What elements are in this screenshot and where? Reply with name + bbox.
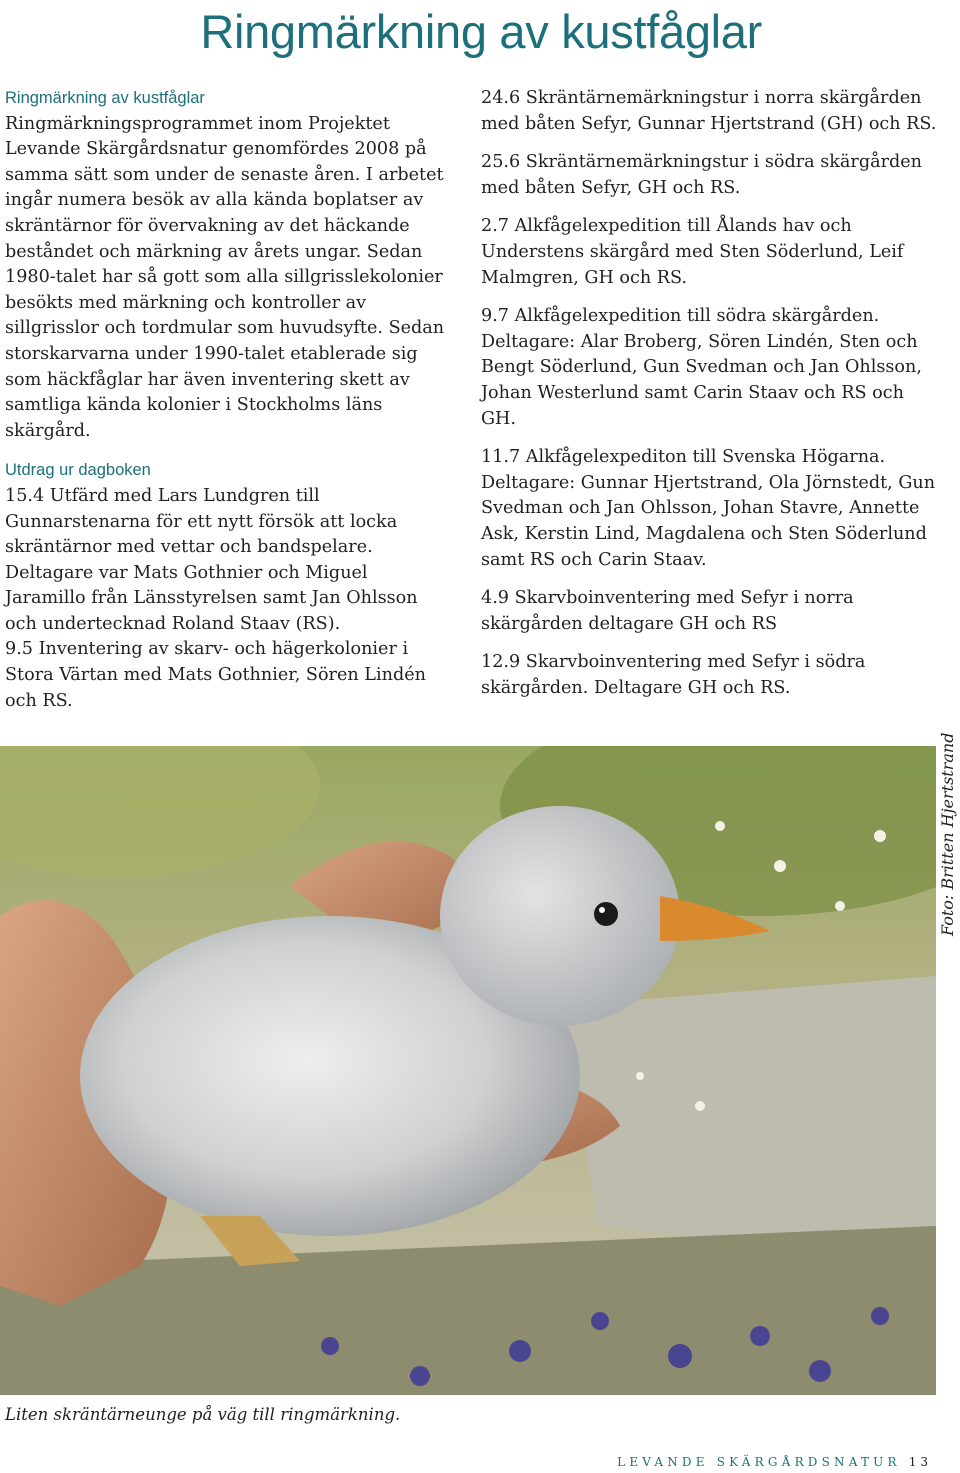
tern-chick-photo [0,746,936,1395]
diary-heading: Utdrag ur dagboken [5,461,151,480]
diary-entry: 4.9 Skarvboinventering med Sefyr i norra skärgården deltagare GH och RS [481,588,854,634]
diary-entry: 9.7 Alkfågelexpedition till södra skärgården. Deltagare: Alar Broberg, Sören Lindén, Sten och Bengt Söderlund, Gun Svedman och Jan Ohlsson, Johan Westerlund samt Carin Staav och RS och GH. [481,306,922,429]
section-heading: Ringmärkning av kustfåglar [5,89,205,107]
page-footer [617,1455,932,1469]
diary-entry: 9.5 Inventering av skarv- och hägerkolonier i Stora Värtan med Mats Gothnier, Sören Lindén och RS. [5,639,426,711]
diary-entry: 15.4 Utfärd med Lars Lundgren till Gunnarstenarna för ett nytt försök att locka skräntärnor med vettar och bandspelare. Deltagare var Mats Gothnier och Miguel Jaramillo från Länsstyrelsen samt Jan Ohlsson och undertecknad Roland Staav (RS). [5,485,418,634]
diary-entry: 2.7 Alkfågelexpedition till Ålands hav och Understens skärgård med Sten Söderlund, Leif Malmgren, GH och RS. [481,216,904,288]
intro-paragraph: Ringmärkningsprogrammet inom Projektet Levande Skärgårdsnatur genomfördes 2008 på samma sätt som under de senaste åren. I arbetet ingår numera besök av alla kända boplatser av skräntärnor för övervakning av det häckande beståndet och märkning av årets ungar. Sedan 1980-talet har så gott som alla sillgrisslekolonier besökts med märkning och kontroller av sillgrisslor och tordmular som huvudsyfte. Sedan storskarvarna under 1990-talet etablerade sig som häckfåglar har även inventering skett av samtliga kända kolonier i Stockholms läns skärgård. [5,113,445,441]
photo-caption: Liten skräntärneunge på väg till ringmärkning. [5,1405,401,1424]
footer-publication: LEVANDE SKÄRGÅRDSNATUR [617,1455,901,1469]
page-title: Ringmärkning av kustfåglar [200,5,762,58]
left-column [5,86,445,714]
diary-entry: 12.9 Skarvboinventering med Sefyr i södra skärgården. Deltagare GH och RS. [481,652,866,698]
diary-entry: 25.6 Skräntärnemärkningstur i södra skärgården med båten Sefyr, GH och RS. [481,152,923,198]
diary-entry: 24.6 Skräntärnemärkningstur i norra skärgården med båten Sefyr, Gunnar Hjertstrand (GH) och RS. [481,88,937,134]
photo-credit-text: Foto: Britten Hjertstrand [938,732,957,936]
diary-entry: 11.7 Alkfågelexpediton till Svenska Högarna. Deltagare: Gunnar Hjertstrand, Ola Jörnstedt, Gun Svedman och Jan Ohlsson, Johan Stavre, Annette Ask, Kerstin Lind, Magdalena och Sten Söderlund samt RS och Carin Staav. [481,447,936,570]
right-column [481,86,943,714]
page-number: 13 [908,1455,932,1469]
